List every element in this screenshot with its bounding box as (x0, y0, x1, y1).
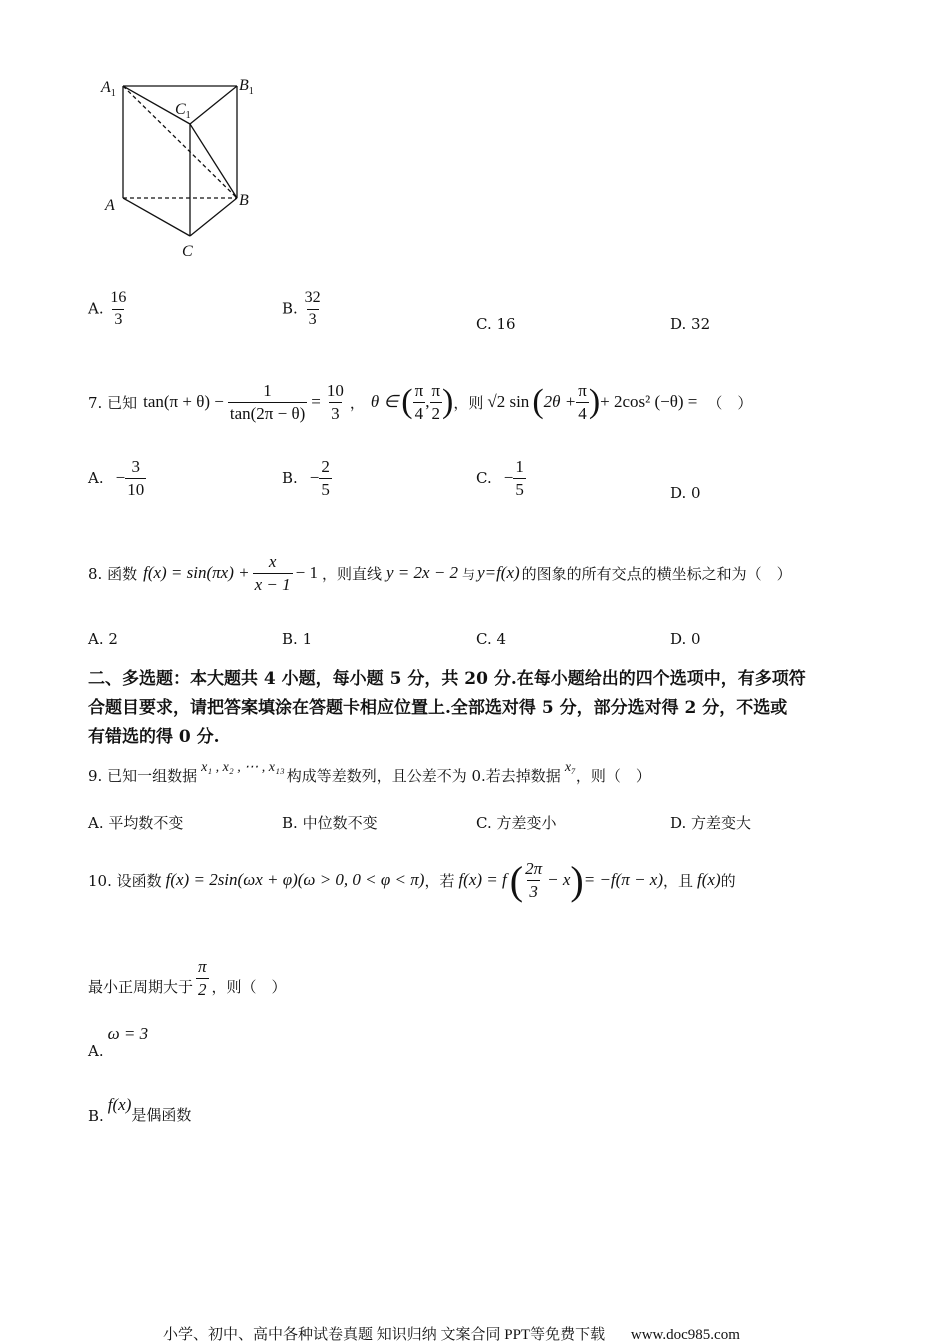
q6-option-c: C. 16 (476, 315, 516, 333)
q7-option-a: A. − $\frac{3}{10}$ (88, 457, 145, 499)
q9-option-d: D. 方差变大 (670, 814, 752, 832)
label-c: C (182, 243, 193, 260)
q7-option-d: D. 0 (670, 484, 701, 502)
q7-option-c: C. − $\frac{1}{5}$ (476, 457, 524, 499)
q8-option-b: B. 1 (282, 630, 313, 648)
q6-option-d: D. 32 (670, 315, 711, 333)
edge-a-c (123, 198, 190, 236)
footer-text: 小学、初中、高中各种试卷真题 知识归纳 文案合同 PPT等免费下载 (163, 1327, 606, 1343)
q8-option-d: D. 0 (670, 630, 701, 648)
q8-option-a: A. 2 (88, 630, 118, 648)
label-c1: $C_1$ (175, 101, 191, 121)
q7-stem: 7. 已知 tan(π + θ) − $\frac{1}{\tan(2\pi - \theta)}$ = $\frac{10}{3}$ ， θ ∈ ( $\frac{\pi}{4}$ , $\frac{\pi}{2}$ ) ，则 √2 sin ( 2θ + $\frac{\pi}{4}$ ) + 2cos² (−θ) = （ ） (88, 380, 753, 423)
q9-option-c: C. 方差变小 (476, 814, 557, 832)
q9-stem: 9. 已知一组数据 x₁ , x₂ , ⋯ , x₁₃ 构成等差数列，且公差不为 0.若去掉数据 x₇ ，则（ ） (88, 760, 651, 785)
q7-option-b: B. − $\frac{2}{5}$ (282, 457, 330, 499)
section2-line3: 有错选的得 0 分. (88, 727, 220, 747)
q9-option-b: B. 中位数不变 (282, 814, 378, 832)
label-a: A (105, 197, 115, 214)
section2-line1: 二、多选题：本大题共 4 小题，每小题 5 分，共 20 分.在每小题给出的四个选项中，有多项符 (88, 669, 806, 689)
section2-line2: 合题目要求，请把答案填涂在答题卡相应位置上.全部选对得 5 分，部分选对得 2 分，不选或 (88, 698, 788, 718)
edge-c-b (190, 198, 237, 236)
q6-option-b: B. $\frac{32}{3}$ (282, 289, 321, 328)
q6-option-a: A. $\frac{16}{3}$ (88, 289, 127, 328)
edge-c1-b1 (190, 86, 237, 124)
edge-c1-b (190, 124, 237, 198)
label-b1: $B_1$ (239, 77, 254, 97)
footer (163, 1323, 740, 1344)
q9-option-a: A. 平均数不变 (88, 814, 184, 832)
q10-stem-line2: 最小正周期大于 $\frac{\pi}{2}$ ，则（ ） (88, 957, 287, 999)
q8-stem: 8. 函数 f(x) = sin(πx) + $\frac{x}{x - 1}$ − 1 ，则直线 y = 2x − 2 与 y=f(x) 的图象的所有交点的横坐标之和为（ ） (88, 551, 792, 594)
q10-stem: 10. 设函数 f(x) = 2sin(ωx + φ)(ω > 0, 0 < φ < π) ，若 f(x) = f ( $\frac{2\pi}{3}$ − x ) = −f(π − x) ，且 f(x) 的 (88, 857, 736, 903)
label-a1: $A_1$ (101, 79, 116, 99)
prism-figure (95, 70, 275, 270)
q10-option-b: B. f(x) 是偶函数 (88, 1095, 192, 1125)
q10-option-a: A. ω = 3 (88, 1024, 149, 1060)
footer-url[interactable]: www.doc985.com (630, 1327, 740, 1343)
label-b: B (239, 192, 249, 209)
q8-option-c: C. 4 (476, 630, 507, 648)
